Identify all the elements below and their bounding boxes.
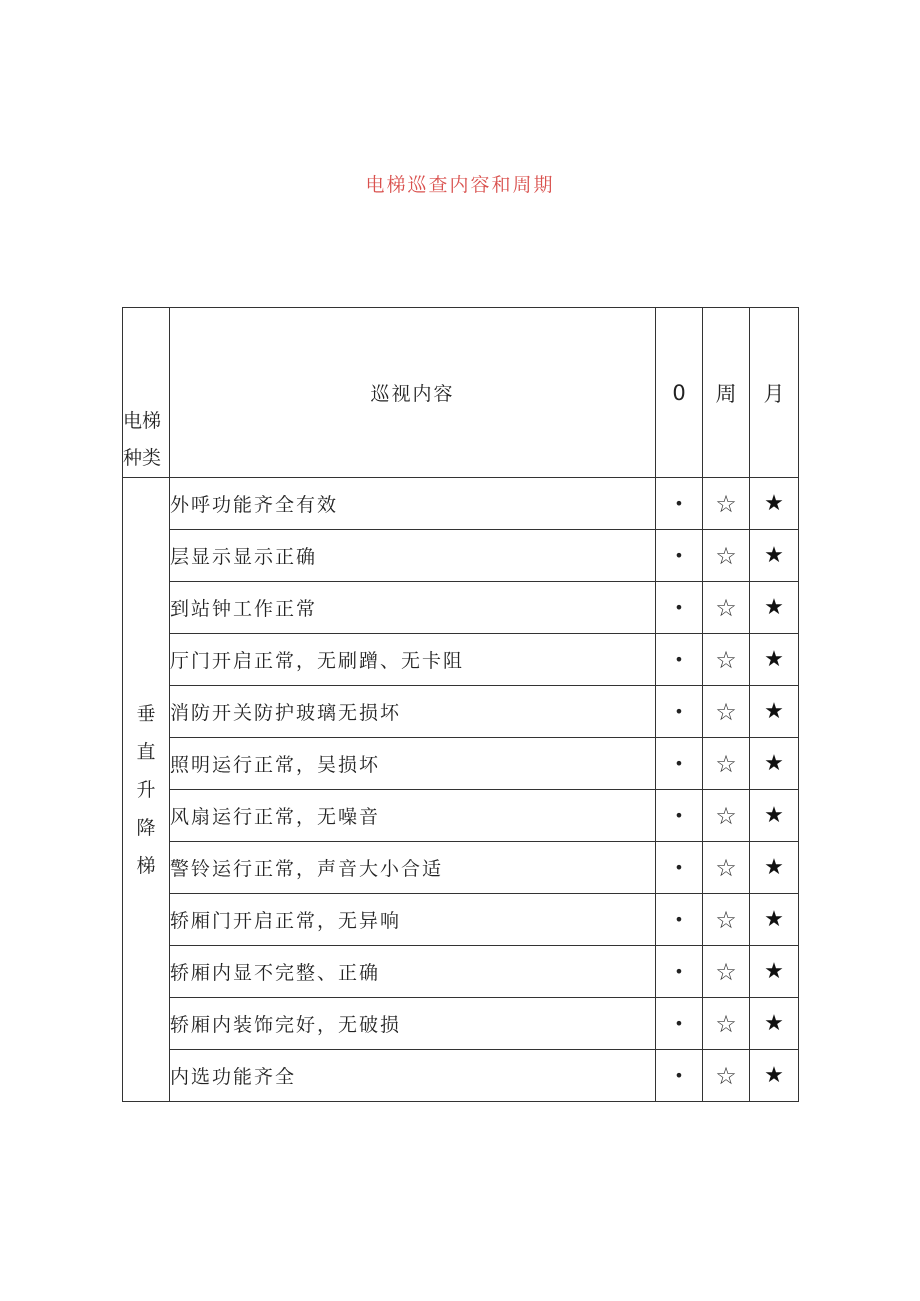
monthly-star-filled-icon: ★ (750, 582, 799, 634)
monthly-star-filled-icon: ★ (750, 790, 799, 842)
row-item: 层显示显示正确 (170, 530, 656, 582)
weekly-star-outline-icon: ☆ (703, 998, 750, 1050)
table-row (123, 738, 799, 790)
monthly-star-filled-icon: ★ (750, 530, 799, 582)
monthly-star-filled-icon: ★ (750, 894, 799, 946)
daily-dot: • (656, 738, 703, 790)
weekly-star-outline-icon: ☆ (703, 634, 750, 686)
header-weekly: 周 (703, 308, 750, 478)
daily-dot: • (656, 946, 703, 998)
inspection-table (122, 307, 799, 1102)
row-item: 照明运行正常，吴损坏 (170, 738, 656, 790)
monthly-star-filled-icon: ★ (750, 738, 799, 790)
monthly-star-filled-icon: ★ (750, 842, 799, 894)
weekly-star-outline-icon: ☆ (703, 946, 750, 998)
row-item: 消防开关防护玻璃无损坏 (170, 686, 656, 738)
category-cell: 垂直升降梯 (123, 478, 170, 1102)
daily-dot: • (656, 582, 703, 634)
daily-dot: • (656, 1050, 703, 1102)
header-inspection-content: 巡视内容 (170, 308, 656, 478)
weekly-star-outline-icon: ☆ (703, 790, 750, 842)
daily-dot: • (656, 790, 703, 842)
table-row (123, 478, 799, 530)
monthly-star-filled-icon: ★ (750, 478, 799, 530)
monthly-star-filled-icon: ★ (750, 634, 799, 686)
daily-dot: • (656, 998, 703, 1050)
weekly-star-outline-icon: ☆ (703, 1050, 750, 1102)
table-header-row (123, 308, 799, 478)
daily-dot: • (656, 842, 703, 894)
row-item: 外呼功能齐全有效 (170, 478, 656, 530)
row-item: 内选功能齐全 (170, 1050, 656, 1102)
daily-dot: • (656, 530, 703, 582)
weekly-star-outline-icon: ☆ (703, 582, 750, 634)
monthly-star-filled-icon: ★ (750, 686, 799, 738)
daily-dot: • (656, 634, 703, 686)
row-item: 厅门开启正常，无刷蹭、无卡阻 (170, 634, 656, 686)
weekly-star-outline-icon: ☆ (703, 842, 750, 894)
page-title: 电梯巡查内容和周期 (365, 174, 555, 196)
daily-dot: • (656, 894, 703, 946)
table-row (123, 790, 799, 842)
header-daily: 0 (656, 308, 703, 478)
row-item: 警铃运行正常，声音大小合适 (170, 842, 656, 894)
daily-dot: • (656, 478, 703, 530)
table-row (123, 582, 799, 634)
header-monthly: 月 (750, 308, 799, 478)
monthly-star-filled-icon: ★ (750, 1050, 799, 1102)
row-item: 轿厢内显不完整、正确 (170, 946, 656, 998)
weekly-star-outline-icon: ☆ (703, 894, 750, 946)
table-row (123, 894, 799, 946)
row-item: 到站钟工作正常 (170, 582, 656, 634)
daily-dot: • (656, 686, 703, 738)
row-item: 轿厢门开启正常，无异响 (170, 894, 656, 946)
row-item: 风扇运行正常，无噪音 (170, 790, 656, 842)
weekly-star-outline-icon: ☆ (703, 686, 750, 738)
weekly-star-outline-icon: ☆ (703, 738, 750, 790)
weekly-star-outline-icon: ☆ (703, 530, 750, 582)
table-row (123, 634, 799, 686)
table-row (123, 998, 799, 1050)
table-row (123, 530, 799, 582)
table-row (123, 946, 799, 998)
table-row (123, 1050, 799, 1102)
row-item: 轿厢内装饰完好，无破损 (170, 998, 656, 1050)
monthly-star-filled-icon: ★ (750, 998, 799, 1050)
header-elevator-type: 电梯种类 (123, 308, 170, 478)
table-row (123, 842, 799, 894)
weekly-star-outline-icon: ☆ (703, 478, 750, 530)
monthly-star-filled-icon: ★ (750, 946, 799, 998)
table-row (123, 686, 799, 738)
